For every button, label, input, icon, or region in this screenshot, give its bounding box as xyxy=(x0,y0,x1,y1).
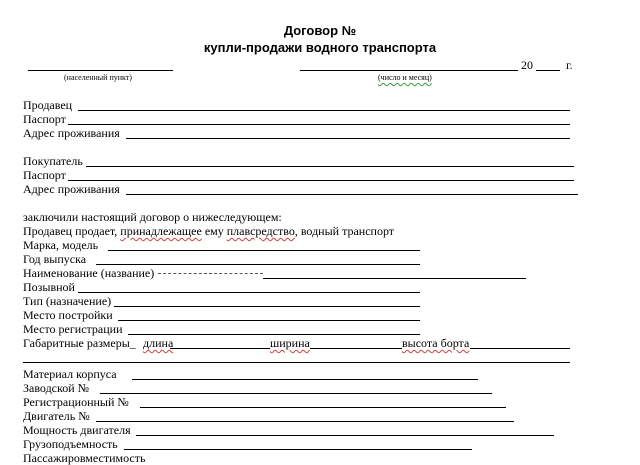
vessel-build-place-label: Место постройки xyxy=(23,308,113,322)
year-suffix: г. xyxy=(566,58,573,72)
seller-passport-label: Паспорт xyxy=(23,112,66,126)
seller-line[interactable] xyxy=(78,110,570,111)
vessel-callsign-line[interactable] xyxy=(78,292,420,293)
vessel-reg-place-label: Место регистрации xyxy=(23,322,123,336)
document-subtitle: купли-продажи водного транспорта xyxy=(203,40,437,55)
vessel-width-line[interactable] xyxy=(310,348,402,349)
vessel-hull-label: Материал корпуса xyxy=(23,367,117,381)
vessel-engine-label: Двигатель № xyxy=(23,409,90,423)
buyer-line[interactable] xyxy=(86,166,574,167)
buyer-address-label: Адрес проживания xyxy=(23,182,120,196)
vessel-reg-no-label: Регистрационный № xyxy=(23,395,129,409)
seller-passport-line[interactable] xyxy=(68,124,570,125)
agreement-clause: Продавец продает, принадлежащее ему плавсредство, водный транспорт xyxy=(23,224,395,238)
vessel-reg-no-line[interactable] xyxy=(140,407,506,408)
vessel-dims-label: Габаритные размеры_ xyxy=(23,336,136,350)
buyer-address-line[interactable] xyxy=(126,194,578,195)
vessel-extra-line[interactable] xyxy=(23,362,570,363)
year-line[interactable] xyxy=(536,70,560,71)
vessel-power-line[interactable] xyxy=(136,435,554,436)
vessel-width-label: ширина xyxy=(270,336,310,350)
vessel-year-line[interactable] xyxy=(96,264,420,265)
date-caption: (число и месяц) xyxy=(378,73,432,82)
seller-label: Продавец xyxy=(23,98,73,112)
vessel-callsign-label: Позывной xyxy=(23,280,75,294)
vessel-height-line[interactable] xyxy=(470,348,570,349)
vessel-height-label: высота борта xyxy=(402,336,470,350)
vessel-factory-label: Заводской № xyxy=(23,381,90,395)
buyer-passport-label: Паспорт xyxy=(23,168,66,182)
vessel-brand-label: Марка, модель xyxy=(23,238,99,252)
vessel-engine-line[interactable] xyxy=(96,421,514,422)
vessel-type-line[interactable] xyxy=(114,306,420,307)
vessel-capacity-line[interactable] xyxy=(124,449,472,450)
vessel-capacity-label: Грузоподъемность xyxy=(23,437,118,451)
vessel-brand-line[interactable] xyxy=(108,250,420,251)
vessel-power-label: Мощность двигателя xyxy=(23,423,131,437)
agreement-intro: заключили настоящий договор о нижеследующем: xyxy=(23,210,282,224)
vessel-hull-line[interactable] xyxy=(132,379,478,380)
vessel-name-dash xyxy=(158,273,263,274)
vessel-factory-line[interactable] xyxy=(100,393,492,394)
vessel-type-label: Тип (назначение) xyxy=(23,294,112,308)
year-prefix: 20 xyxy=(521,58,533,72)
vessel-year-label: Год выпуска xyxy=(23,252,87,266)
buyer-label: Покупатель xyxy=(23,154,83,168)
document-title: Договор № xyxy=(283,23,357,38)
vessel-length-line[interactable] xyxy=(170,348,270,349)
date-line[interactable] xyxy=(300,70,518,71)
vessel-name-label: Наименование (название) xyxy=(23,266,155,280)
vessel-reg-place-line[interactable] xyxy=(128,334,420,335)
place-line[interactable] xyxy=(28,70,173,71)
vessel-passengers-label: Пассажировместимость xyxy=(23,451,146,465)
seller-address-line[interactable] xyxy=(126,138,570,139)
buyer-passport-line[interactable] xyxy=(68,180,574,181)
place-caption: (населенный пункт) xyxy=(64,73,132,82)
vessel-length-label: длина xyxy=(143,336,174,350)
vessel-name-line[interactable] xyxy=(263,278,526,279)
vessel-build-place-line[interactable] xyxy=(118,320,420,321)
seller-address-label: Адрес проживания xyxy=(23,126,120,140)
